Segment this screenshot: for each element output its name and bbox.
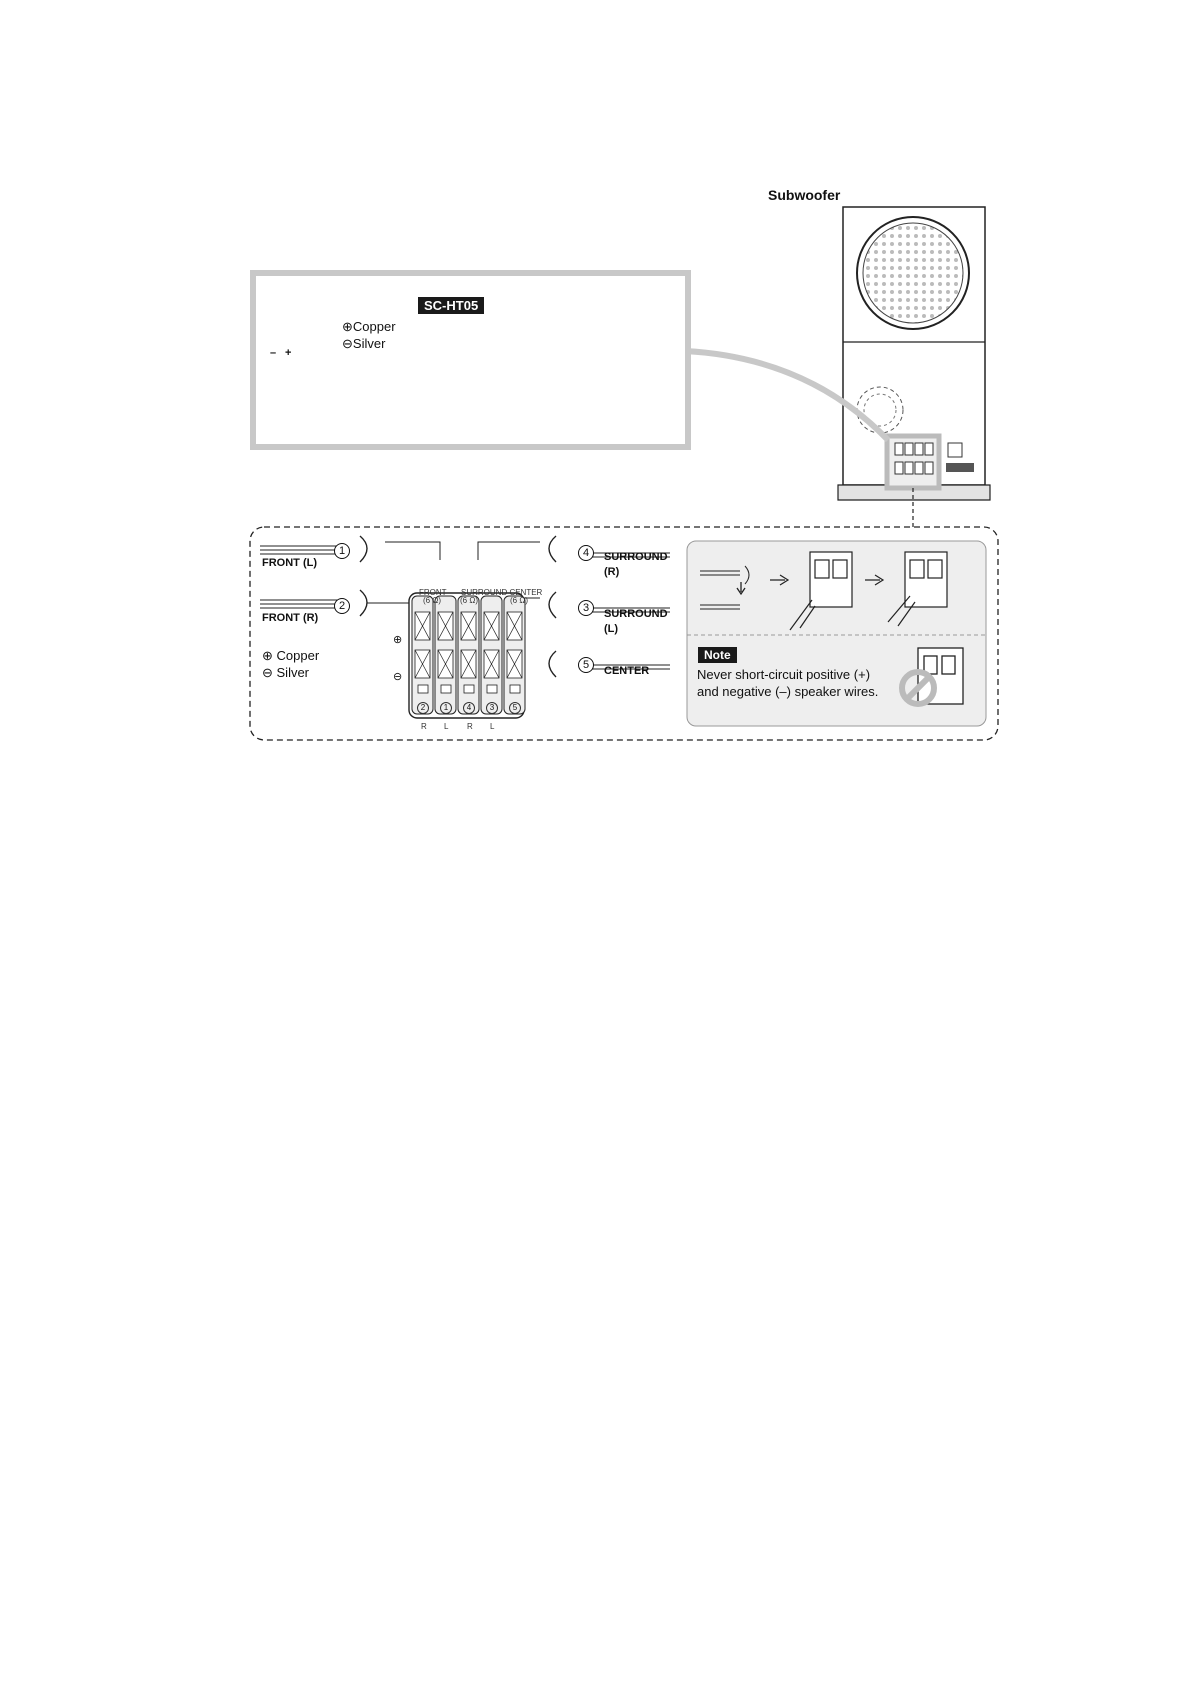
inset-copper-label: ⊕Copper — [342, 319, 396, 334]
note-line-2: and negative (–) speaker wires. — [697, 684, 879, 699]
note-badge: Note — [698, 647, 737, 663]
subwoofer-label: Subwoofer — [768, 187, 841, 203]
inset-minus-sign: – — [270, 347, 277, 359]
block-col-number: 5 — [509, 702, 521, 714]
block-surround-center-header: SURROUND CENTER — [461, 588, 543, 597]
block-ohm-front: (6 Ω) — [423, 596, 441, 605]
block-ohm-surround: (6 Ω) — [460, 596, 478, 605]
terminal-number-4: 4 — [578, 545, 594, 561]
block-col-side: R — [421, 722, 427, 731]
block-col-number: 3 — [486, 702, 498, 714]
terminal-block — [409, 593, 525, 718]
block-col-side: L — [444, 722, 449, 731]
block-minus-mark: ⊖ — [393, 671, 403, 683]
block-col-side: L — [490, 722, 495, 731]
block-col-number: 1 — [440, 702, 452, 714]
surround-r-label: SURROUND — [604, 551, 668, 563]
center-label: CENTER — [604, 665, 650, 677]
surround-l-label: SURROUND — [604, 608, 668, 620]
front-l-label: FRONT (L) — [262, 557, 317, 569]
terminal-number-2: 2 — [334, 598, 350, 614]
surround-l-side: (L) — [604, 623, 619, 635]
block-col-side: R — [467, 722, 473, 731]
surround-r-side: (R) — [604, 566, 620, 578]
block-col-number: 2 — [417, 702, 429, 714]
terminal-number-1: 1 — [334, 543, 350, 559]
block-plus-mark: ⊕ — [393, 634, 403, 646]
inset-plus-sign: + — [285, 347, 292, 359]
front-r-label: FRONT (R) — [262, 612, 319, 624]
model-badge: SC-HT05 — [418, 297, 484, 314]
terminal-number-5: 5 — [578, 657, 594, 673]
block-col-number: 4 — [463, 702, 475, 714]
terminal-number-3: 3 — [578, 600, 594, 616]
subwoofer-illustration — [838, 207, 990, 500]
legend-copper: ⊕ Copper — [262, 648, 320, 663]
note-line-1: Never short-circuit positive (+) — [697, 667, 871, 682]
block-ohm-center: (6 Ω) — [510, 596, 528, 605]
block-front-header: FRONT — [419, 588, 447, 597]
inset-silver-label: ⊖Silver — [342, 336, 386, 351]
legend-silver: ⊖ Silver — [262, 665, 310, 680]
